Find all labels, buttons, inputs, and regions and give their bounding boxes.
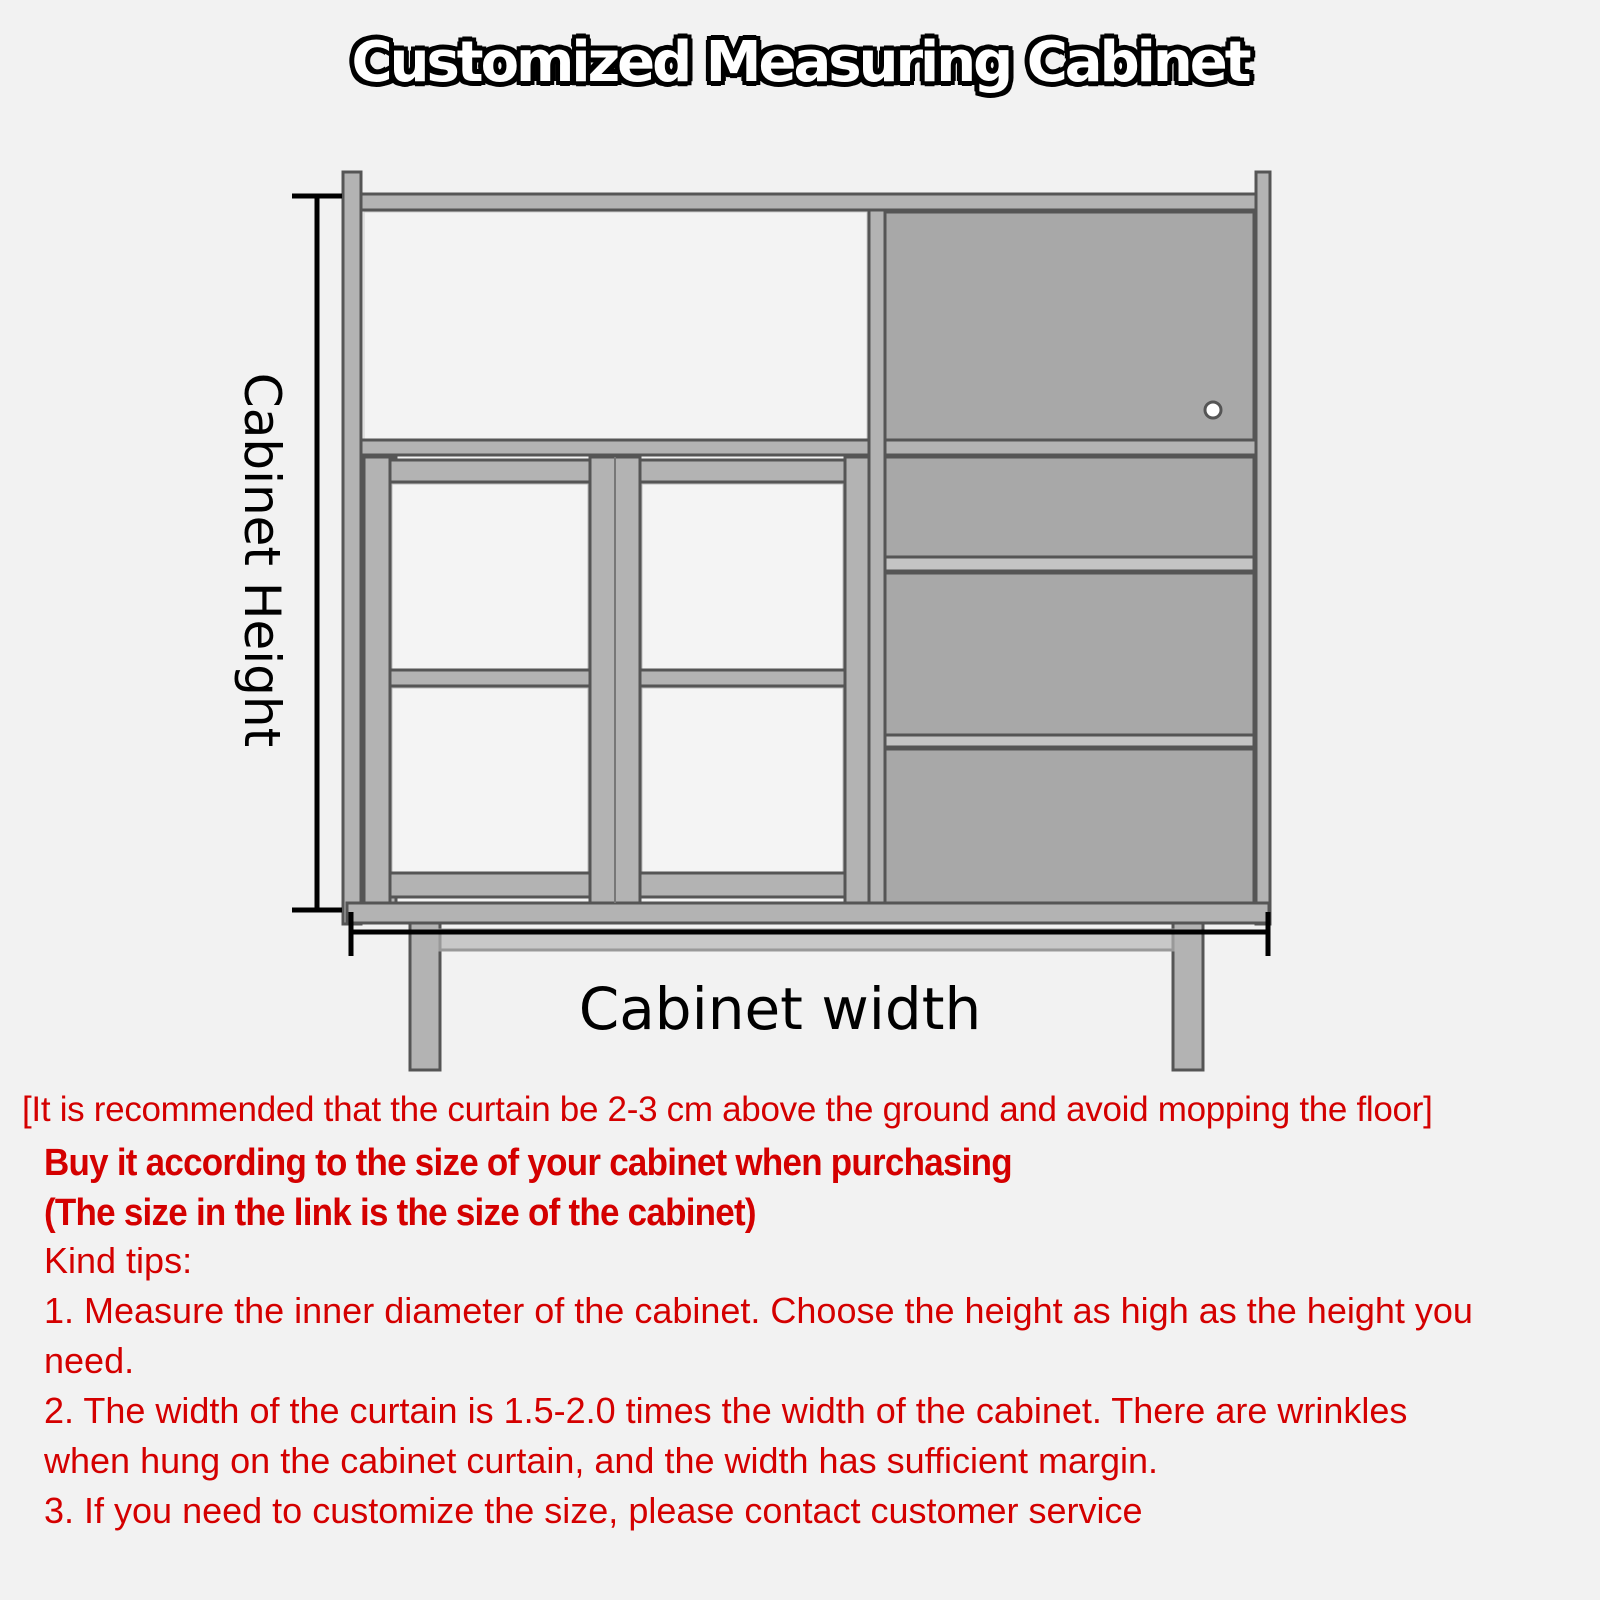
tip-1-line-1: 1. Measure the inner diameter of the cabinet. Choose the height as high as the height you xyxy=(44,1290,1473,1331)
recommendation-note: [It is recommended that the curtain be 2-3 cm above the ground and avoid mopping the floor] xyxy=(22,1090,1433,1129)
buy-instruction: Buy it according to the size of your cabinet when purchasing xyxy=(44,1142,1012,1184)
tip-2-line-1: 2. The width of the curtain is 1.5-2.0 times the width of the cabinet. There are wrinkles xyxy=(44,1390,1408,1431)
drawer-gap-2 xyxy=(885,735,1254,747)
size-note: (The size in the link is the size of the cabinet) xyxy=(44,1192,756,1234)
cabinet-top-rail xyxy=(361,194,1256,210)
lower-left-post xyxy=(364,457,390,903)
glass-door-2-pane-top xyxy=(642,484,843,670)
upper-right-door xyxy=(885,212,1254,440)
cabinet-illustration xyxy=(343,172,1270,1070)
glass-door-2-top-rail xyxy=(640,460,845,482)
glass-door-1-pane-bottom xyxy=(392,688,588,873)
cabinet-side-left xyxy=(343,172,361,924)
center-divider xyxy=(869,210,885,903)
glass-door-1-top-rail xyxy=(390,460,590,482)
drawer-gap-1 xyxy=(885,557,1254,571)
glass-door-2-pane-bottom xyxy=(642,688,843,873)
cabinet-width-label: Cabinet width xyxy=(578,975,982,1043)
drawer-2 xyxy=(885,573,1254,735)
glass-door-1-pane-top xyxy=(392,484,588,670)
door-knob-icon xyxy=(1205,402,1221,418)
glass-door-2-bottom-rail xyxy=(640,873,845,897)
tip-2-line-2: when hung on the cabinet curtain, and the width has sufficient margin. xyxy=(44,1440,1159,1481)
cabinet-side-right xyxy=(1256,172,1270,924)
tips-heading: Kind tips: xyxy=(44,1240,193,1281)
height-dimension-line xyxy=(292,196,342,910)
tip-1-line-2: need. xyxy=(44,1340,135,1381)
glass-door-1-mid-rail xyxy=(390,670,590,686)
upper-open-shelf xyxy=(364,212,867,440)
cabinet-base xyxy=(347,903,1269,923)
cabinet-height-label: Cabinet Height xyxy=(233,372,291,748)
glass-door-2-mid-rail xyxy=(640,670,845,686)
middle-shelf xyxy=(361,440,1256,455)
glass-door-1-bottom-rail xyxy=(390,873,590,897)
page-title: Customized Measuring Cabinet xyxy=(351,30,1249,95)
tip-3: 3. If you need to customize the size, please contact customer service xyxy=(44,1490,1143,1531)
cabinet-leg-left xyxy=(410,915,440,1070)
glass-door-2-frame-right xyxy=(845,457,869,903)
drawer-1 xyxy=(885,457,1254,557)
drawer-3 xyxy=(885,749,1254,903)
cabinet-leg-right xyxy=(1173,915,1203,1070)
